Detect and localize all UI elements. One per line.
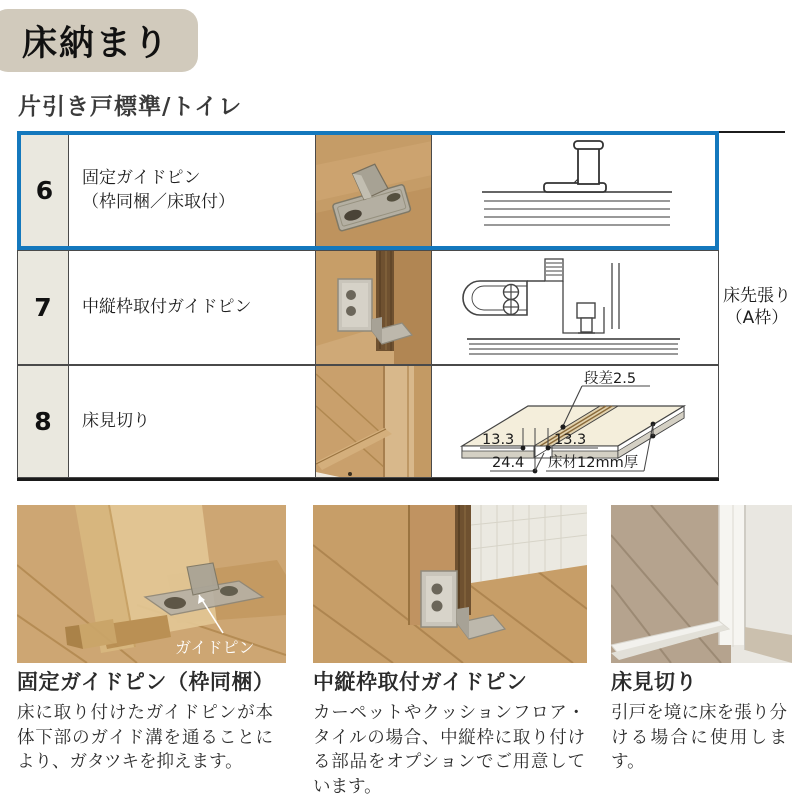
row6-photo-cell — [316, 135, 432, 246]
row-label-line1: 中縦枠取付ガイドピン — [82, 296, 252, 317]
row8-drawing-cell — [432, 366, 718, 477]
guide-pin-photo — [316, 135, 432, 246]
row-label-cell — [69, 251, 316, 364]
guide-pin-label: ガイドピン — [175, 638, 255, 657]
table-bottom-border — [17, 478, 719, 481]
caption-fixed-guide-pin: 固定ガイドピン（枠同梱） — [17, 670, 275, 694]
caption-center-frame-bracket: 中縦枠取付ガイドピン — [313, 670, 528, 694]
row7-drawing-cell — [432, 251, 718, 364]
description-fixed-guide-pin: 床に取り付けたガイドピンが本体下部のガイド溝を通ることにより、ガタツキを抑えます。 — [17, 703, 273, 772]
row-label-line2: （枠同梱／床取付） — [82, 191, 235, 212]
row-label-cell — [69, 135, 316, 246]
guide-pin-drawing — [432, 135, 715, 246]
frame-bracket-photo — [316, 251, 432, 364]
description-center-frame-bracket: カーペットやクッションフロア・タイルの場合、中縦枠に取り付ける部品をオプションでご用意しています。 — [313, 703, 585, 797]
description-floor-parting: 引戸を境に床を張り分ける場合に使用します。 — [611, 703, 787, 772]
table-top-extension-line — [719, 131, 785, 133]
photo-fixed-guide-pin — [17, 505, 286, 663]
page-title-badge — [0, 9, 198, 72]
dim-step-label: 段差2.5 — [584, 371, 637, 387]
center-frame-bracket-photo — [313, 505, 587, 663]
dim-right-label: 13.3 — [554, 432, 587, 448]
floor-first-note-line2: （A枠） — [725, 308, 789, 329]
table-row-6 — [17, 131, 719, 250]
floor-first-note — [714, 285, 800, 330]
row-label-line1: 床見切り — [82, 410, 150, 431]
caption-floor-parting: 床見切り — [611, 670, 697, 694]
row8-photo-cell — [316, 366, 432, 477]
row7-photo-cell — [316, 251, 432, 364]
row6-drawing-cell — [432, 135, 715, 246]
row-number-cell: 8 — [18, 366, 69, 477]
dim-material-label: 床材12mm厚 — [548, 455, 639, 471]
frame-bracket-drawing — [432, 251, 715, 364]
spec-table — [17, 131, 719, 481]
table-row-8 — [17, 365, 719, 478]
floor-parting-drawing — [432, 366, 715, 477]
floor-parting-detail-photo — [611, 505, 792, 663]
page-title: 床納まり — [22, 23, 171, 64]
dim-total-label: 24.4 — [492, 455, 525, 471]
row-number-cell: 6 — [21, 135, 69, 246]
floor-first-note-line1: 床先張り — [723, 286, 791, 306]
row-label-line1: 固定ガイドピン — [82, 167, 201, 188]
dim-left-label: 13.3 — [482, 432, 515, 448]
row-number-cell: 7 — [18, 251, 69, 364]
row-label-cell — [69, 366, 316, 477]
floor-parting-photo — [316, 366, 432, 477]
table-row-7 — [17, 250, 719, 365]
photo-center-frame-bracket — [313, 505, 587, 663]
section-subtitle: 片引き戸標準/トイレ — [18, 94, 243, 120]
photo-floor-parting — [611, 505, 792, 663]
fixed-guide-pin-photo — [17, 505, 286, 663]
